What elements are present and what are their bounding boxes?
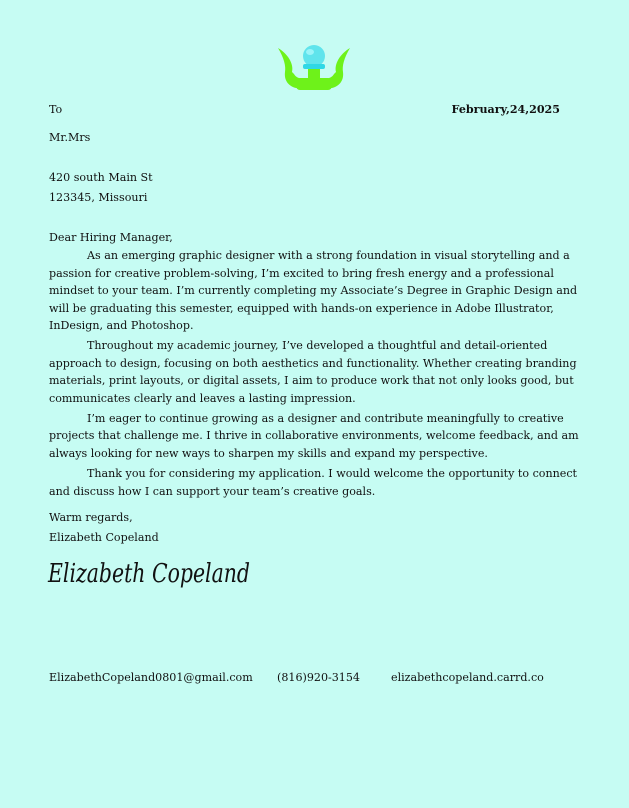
sign-off: Warm regards, [49,511,133,524]
letter-body [49,229,580,503]
signature [46,550,256,596]
logo-icon [276,42,352,92]
sender-name: Elizabeth Copeland [49,531,159,544]
paragraph: As an emerging graphic designer with a strong foundation in visual storytelling and a passion for creative problem-solving, I’m excited to bring fresh energy and a professional mindset to your team. I’m currently completing my Associate’s Degree in Graphic Design and will be graduating this semester, equipped with hands-on experience in Adobe Illustrator, InDesign, and Photoshop. [49,249,578,333]
recipient-name: Mr.Mrs [49,131,91,144]
to-label: To [49,103,63,116]
footer-phone: (816)920-3154 [277,671,360,684]
footer-email: ElizabethCopeland0801@gmail.com [49,671,253,684]
letter-date: February,24,2025 [451,103,560,116]
paragraph: I’m eager to continue growing as a designer and contribute meaningfully to creative projects that challenge me. I thrive in collaborative environments, welcome feedback, and am always looking for new ways to sharpen my skills and expand my perspective. [49,412,579,460]
signature-text: Elizabeth Copeland [47,559,250,589]
paragraph: Throughout my academic journey, I’ve developed a thoughtful and detail-oriented approach to design, focusing on both aesthetics and functionality. Whether creating branding materials, print layouts, or digital assets, I aim to produce work that not only looks good, but communicates clearly and leaves a lasting impression. [49,339,577,405]
address-line-2: 123345, Missouri [49,191,148,204]
paragraph: Thank you for considering my application. I would welcome the opportunity to connect and discuss how I can support your team’s creative goals. [49,467,577,498]
greeting: Dear Hiring Manager, [49,231,173,244]
footer-website: elizabethcopeland.carrd.co [391,671,544,684]
address-line-1: 420 south Main St [49,171,153,184]
